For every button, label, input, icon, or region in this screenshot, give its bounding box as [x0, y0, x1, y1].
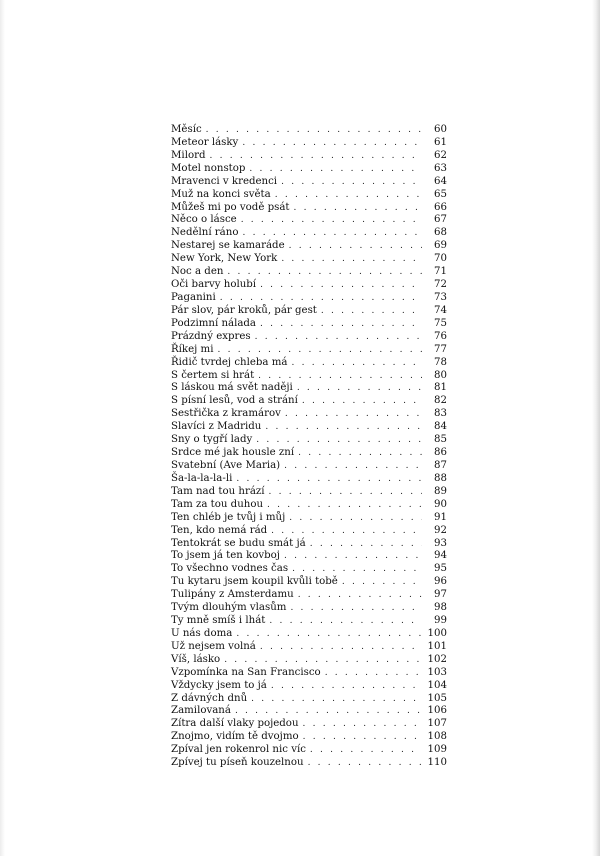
toc-entry	[171, 589, 447, 602]
toc-entry-title: Zamilovaná	[171, 705, 231, 717]
toc-dot-leader	[325, 667, 422, 680]
toc-entry-page-number: 67	[434, 214, 447, 226]
toc-dot-leader	[303, 731, 422, 744]
toc-entry	[171, 705, 447, 718]
toc-entry	[171, 331, 447, 344]
toc-dot-leader	[291, 357, 422, 370]
toc-entry-title: S čertem si hrát	[171, 369, 255, 381]
toc-entry-title: To všechno vodnes čas	[171, 563, 289, 575]
toc-dot-leader	[267, 499, 422, 512]
toc-dot-leader	[217, 344, 422, 357]
toc-entry-title: Z dávných dnů	[171, 692, 248, 704]
toc-entry-page-number: 97	[434, 589, 447, 601]
toc-entry-title: Muž na konci světa	[171, 188, 271, 200]
toc-entry	[171, 163, 447, 176]
toc-entry-title: Pár slov, pár kroků, pár gest	[171, 304, 317, 316]
toc-entry-page-number: 105	[427, 692, 447, 704]
toc-dot-leader	[298, 589, 422, 602]
toc-entry	[171, 318, 447, 331]
toc-dot-leader	[227, 266, 422, 279]
toc-entry	[171, 615, 447, 628]
toc-entry-page-number: 108	[427, 731, 447, 743]
toc-entry-title: Slavíci z Madridu	[171, 421, 262, 433]
toc-entry-title: Řidič tvrdej chleba má	[171, 356, 288, 368]
toc-entry	[171, 512, 447, 525]
toc-entry-title: S písní lesů, vod a strání	[171, 395, 298, 407]
toc-entry-title: Noc a den	[171, 266, 224, 278]
toc-entry	[171, 202, 447, 215]
toc-dot-leader	[242, 227, 422, 240]
toc-entry	[171, 576, 447, 589]
toc-entry-title: Tam nad tou hrází	[171, 485, 265, 497]
toc-entry-page-number: 62	[434, 149, 447, 161]
toc-entry-page-number: 89	[434, 485, 447, 497]
toc-entry	[171, 357, 447, 370]
toc-dot-leader	[224, 654, 422, 667]
toc-entry	[171, 460, 447, 473]
toc-entry-page-number: 68	[434, 227, 447, 239]
toc-entry	[171, 563, 447, 576]
toc-entry-page-number: 78	[434, 356, 447, 368]
toc-entry-title: Paganini	[171, 291, 216, 303]
toc-entry	[171, 602, 447, 615]
toc-entry-title: Sny o tygří lady	[171, 434, 253, 446]
toc-dot-leader	[310, 744, 422, 757]
toc-dot-leader	[284, 460, 422, 473]
toc-entry	[171, 757, 447, 770]
toc-entry-title: Svatební (Ave Maria)	[171, 459, 281, 471]
toc-entry-page-number: 102	[427, 653, 447, 665]
toc-entry	[171, 538, 447, 551]
toc-entry	[171, 253, 447, 266]
toc-entry	[171, 486, 447, 499]
toc-dot-leader	[297, 382, 422, 395]
toc-entry-title: Tam za tou duhou	[171, 498, 264, 510]
toc-entry-title: Meteor lásky	[171, 136, 239, 148]
toc-entry	[171, 382, 447, 395]
toc-entry-title: Něco o lásce	[171, 214, 237, 226]
toc-entry	[171, 266, 447, 279]
toc-entry-title: Mravenci v kredenci	[171, 175, 278, 187]
toc-entry-title: Tvým dlouhým vlasům	[171, 602, 287, 614]
toc-entry-page-number: 73	[434, 291, 447, 303]
toc-entry	[171, 550, 447, 563]
toc-dot-leader	[241, 214, 422, 227]
toc-entry-title: Tentokrát se budu smát já	[171, 537, 306, 549]
toc-entry-title: Ša-la-la-la-li	[171, 472, 233, 484]
toc-entry-title: Motel nonstop	[171, 162, 246, 174]
page-edge-right	[592, 0, 600, 856]
toc-entry	[171, 408, 447, 421]
toc-entry-page-number: 106	[427, 705, 447, 717]
toc-dot-leader	[271, 680, 422, 693]
toc-entry	[171, 680, 447, 693]
toc-dot-leader	[302, 395, 422, 408]
toc-entry-page-number: 85	[434, 434, 447, 446]
toc-entry-title: Znojmo, vidím tě dvojmo	[171, 731, 299, 743]
toc-entry-page-number: 93	[434, 537, 447, 549]
toc-dot-leader	[260, 318, 422, 331]
toc-entry-title: Můžeš mi po vodě psát	[171, 201, 290, 213]
toc-entry-title: Oči barvy holubí	[171, 279, 257, 291]
toc-dot-leader	[236, 473, 422, 486]
toc-entry-page-number: 99	[434, 615, 447, 627]
toc-dot-leader	[298, 447, 422, 460]
toc-entry	[171, 227, 447, 240]
toc-entry-page-number: 84	[434, 421, 447, 433]
toc-entry	[171, 370, 447, 383]
toc-entry-page-number: 76	[434, 330, 447, 342]
toc-dot-leader	[260, 279, 422, 292]
toc-entry	[171, 240, 447, 253]
toc-entry-page-number: 63	[434, 162, 447, 174]
toc-entry	[171, 189, 447, 202]
toc-entry-title: Ten, kdo nemá rád	[171, 524, 268, 536]
toc-entry-title: Tulipány z Amsterdamu	[171, 589, 294, 601]
toc-dot-leader	[236, 628, 422, 641]
toc-entry-page-number: 81	[434, 382, 447, 394]
toc-entry-page-number: 100	[427, 627, 447, 639]
toc-dot-leader	[289, 240, 422, 253]
toc-entry-title: Prázdný expres	[171, 330, 251, 342]
toc-entry-page-number: 70	[434, 253, 447, 265]
toc-entry-page-number: 109	[427, 744, 447, 756]
toc-entry	[171, 176, 447, 189]
toc-dot-leader	[260, 641, 422, 654]
toc-dot-leader	[249, 163, 422, 176]
toc-entry-title: Už nejsem volná	[171, 640, 256, 652]
toc-entry-title: Podzimní nálada	[171, 317, 257, 329]
toc-entry	[171, 499, 447, 512]
toc-entry	[171, 473, 447, 486]
toc-entry-page-number: 94	[434, 550, 447, 562]
toc-entry-page-number: 64	[434, 175, 447, 187]
toc-dot-leader	[258, 370, 422, 383]
toc-dot-leader	[209, 150, 422, 163]
toc-entry-title: Srdce mé jak housle zní	[171, 447, 295, 459]
toc-entry-page-number: 88	[434, 472, 447, 484]
toc-entry	[171, 292, 447, 305]
page-edge-left	[0, 0, 5, 856]
toc-entry-title: Vždycky jsem to já	[171, 679, 267, 691]
toc-entry	[171, 447, 447, 460]
toc-dot-leader	[206, 124, 422, 137]
toc-entry-title: Měsíc	[171, 124, 202, 135]
toc-entry-page-number: 92	[434, 524, 447, 536]
toc-entry-page-number: 72	[434, 279, 447, 291]
toc-entry-title: Říkej mi	[171, 343, 214, 355]
toc-entry-title: New York, New York	[171, 253, 278, 265]
toc-entry-page-number: 61	[434, 136, 447, 148]
toc-entry-title: Milord	[171, 149, 206, 161]
toc-dot-leader	[308, 757, 422, 770]
toc-entry-title: U nás doma	[171, 627, 233, 639]
toc-entry-title: Nestarej se kamaráde	[171, 240, 285, 252]
toc-entry-title: Zítra další vlaky pojedou	[171, 718, 299, 730]
toc-entry-title: Ten chléb je tvůj i můj	[171, 511, 286, 523]
toc-dot-leader	[310, 538, 422, 551]
toc-entry-page-number: 75	[434, 317, 447, 329]
toc-entry-page-number: 101	[427, 640, 447, 652]
toc-dot-leader	[289, 512, 422, 525]
toc-dot-leader	[284, 550, 422, 563]
toc-dot-leader	[269, 486, 422, 499]
toc-entry	[171, 124, 447, 137]
toc-dot-leader	[251, 693, 422, 706]
toc-entry-title: Tu kytaru jsem koupil kvůli tobě	[171, 576, 338, 588]
toc-entry	[171, 137, 447, 150]
toc-entry-page-number: 90	[434, 498, 447, 510]
toc-entry	[171, 731, 447, 744]
toc-entry-page-number: 91	[434, 511, 447, 523]
toc-entry	[171, 641, 447, 654]
toc-dot-leader	[265, 421, 422, 434]
toc-dot-leader	[256, 434, 422, 447]
toc-entry-page-number: 96	[434, 576, 447, 588]
toc-entry-title: Zpíval jen rokenrol nic víc	[171, 744, 306, 756]
toc-entry-page-number: 95	[434, 563, 447, 575]
toc-dot-leader	[285, 408, 422, 421]
toc-dot-leader	[303, 718, 422, 731]
toc-entry-title: Zpívej tu píseň kouzelnou	[171, 757, 304, 769]
toc-entry-page-number: 98	[434, 602, 447, 614]
toc-entry	[171, 434, 447, 447]
toc-dot-leader	[269, 615, 422, 628]
toc-entry-page-number: 80	[434, 369, 447, 381]
toc-entry	[171, 279, 447, 292]
toc-entry-page-number: 83	[434, 408, 447, 420]
toc-entry-title: Sestřička z kramárov	[171, 408, 281, 420]
toc-dot-leader	[220, 292, 422, 305]
toc-entry	[171, 693, 447, 706]
toc-entry-page-number: 104	[427, 679, 447, 691]
toc-dot-leader	[275, 189, 422, 202]
toc-entry-title: Vzpomínka na San Francisco	[171, 666, 321, 678]
toc-entry	[171, 525, 447, 538]
toc-entry-page-number: 87	[434, 459, 447, 471]
toc-entry-title: Ty mně smíš i lhát	[171, 615, 266, 627]
toc-entry-page-number: 82	[434, 395, 447, 407]
toc-entry-page-number: 86	[434, 447, 447, 459]
toc-entry-page-number: 107	[427, 718, 447, 730]
toc-entry-page-number: 66	[434, 201, 447, 213]
toc-entry-page-number: 74	[434, 304, 447, 316]
toc-entry-page-number: 103	[427, 666, 447, 678]
toc-dot-leader	[271, 525, 422, 538]
toc-entry	[171, 214, 447, 227]
toc-entry-page-number: 65	[434, 188, 447, 200]
toc-entry	[171, 150, 447, 163]
toc-dot-leader	[235, 705, 422, 718]
toc-dot-leader	[290, 602, 422, 615]
toc-entry-page-number: 71	[434, 266, 447, 278]
toc-entry	[171, 667, 447, 680]
toc-entry	[171, 395, 447, 408]
toc-dot-leader	[294, 202, 423, 215]
toc-entry-page-number: 69	[434, 240, 447, 252]
toc-entry-title: S láskou má svět naději	[171, 382, 293, 394]
toc-entry	[171, 344, 447, 357]
toc-entry-page-number: 110	[427, 757, 447, 769]
toc-entry	[171, 305, 447, 318]
toc-entry	[171, 744, 447, 757]
toc-entry	[171, 654, 447, 667]
toc-entry-page-number: 77	[434, 343, 447, 355]
toc-dot-leader	[292, 563, 422, 576]
toc-dot-leader	[281, 176, 422, 189]
toc-entry-page-number: 60	[434, 124, 447, 135]
table-of-contents	[171, 124, 447, 770]
toc-entry-title: To jsem já ten kovboj	[171, 550, 280, 562]
toc-entry	[171, 718, 447, 731]
toc-entry	[171, 628, 447, 641]
toc-dot-leader	[255, 331, 422, 344]
toc-dot-leader	[321, 305, 422, 318]
toc-entry-title: Víš, lásko	[171, 653, 221, 665]
toc-dot-leader	[242, 137, 422, 150]
toc-dot-leader	[281, 253, 422, 266]
toc-entry-title: Nedělní ráno	[171, 227, 239, 239]
toc-dot-leader	[342, 576, 422, 589]
toc-entry	[171, 421, 447, 434]
